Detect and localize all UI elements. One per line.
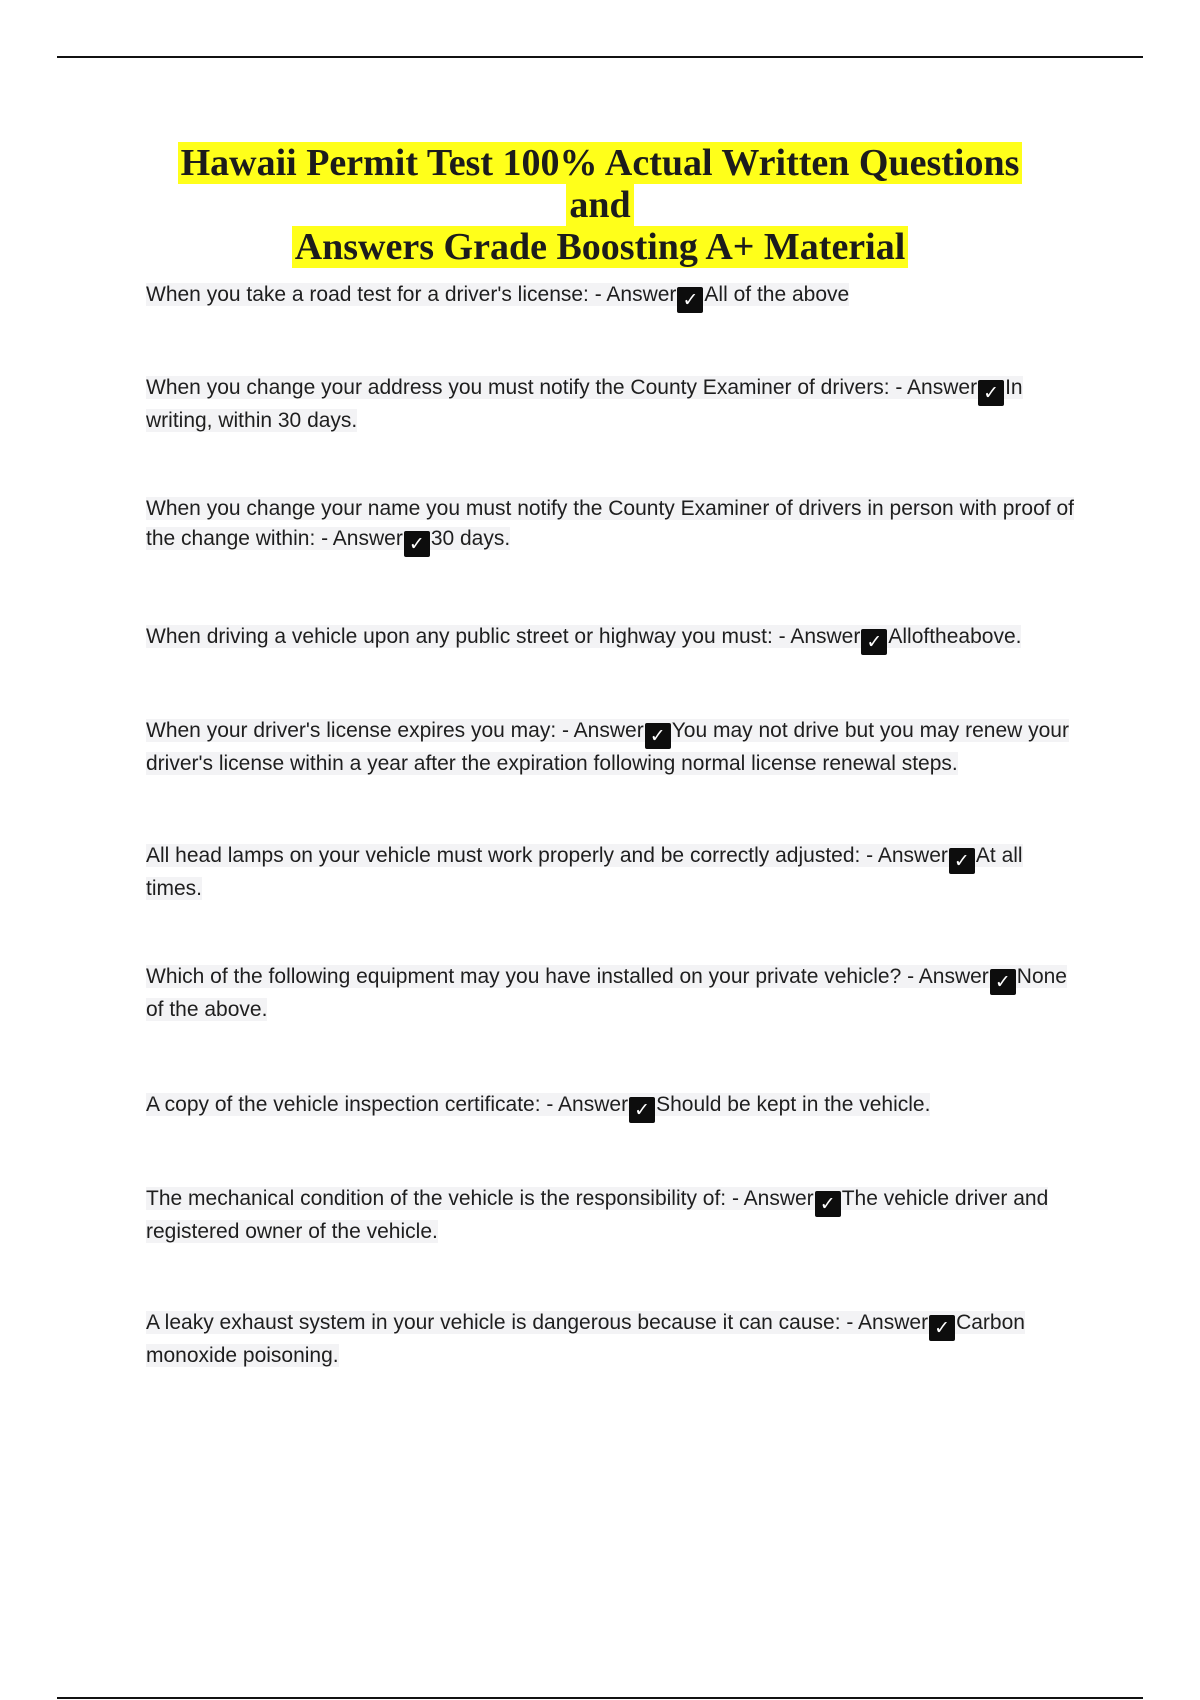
question-text: When your driver's license expires you may: - Answer <box>146 719 644 742</box>
answer-text: Should be kept in the vehicle. <box>656 1093 931 1116</box>
answer-text: 30 days. <box>430 527 511 550</box>
question-text: All head lamps on your vehicle must work properly and be correctly adjusted: - Answer <box>146 844 948 867</box>
qa-item-9 <box>146 1184 1080 1247</box>
question-text: The mechanical condition of the vehicle is the responsibility of: - Answer <box>146 1187 814 1210</box>
answer-text: In writing, within 30 days. <box>146 376 1023 432</box>
qa-item-8 <box>146 1090 1080 1123</box>
question-text: A leaky exhaust system in your vehicle is dangerous because it can cause: - Answer <box>146 1311 929 1334</box>
answer-text: None of the above. <box>146 965 1067 1021</box>
qa-item-3 <box>146 494 1080 557</box>
title-line-2: Answers Grade Boosting A+ Material <box>294 226 906 268</box>
qa-item-1 <box>146 280 1080 313</box>
question-text: A copy of the vehicle inspection certificate: - Answer <box>146 1093 629 1116</box>
check-icon <box>629 1097 655 1123</box>
page-title <box>145 142 1055 268</box>
question-text: When you change your address you must notify the County Examiner of drivers: - Answer <box>146 376 978 399</box>
question-text: When you change your name you must notify the County Examiner of drivers in person with proof of the change within: - Answer <box>146 497 1074 550</box>
qa-item-6 <box>146 841 1080 904</box>
answer-text: Carbon monoxide poisoning. <box>146 1311 1025 1367</box>
answer-text: All of the above <box>704 283 850 306</box>
answer-text: The vehicle driver and registered owner of the vehicle. <box>146 1187 1049 1243</box>
check-icon <box>861 629 887 655</box>
check-icon <box>677 287 703 313</box>
check-icon <box>929 1315 955 1341</box>
answer-text: Alloftheabove. <box>888 625 1022 648</box>
check-icon <box>949 848 975 874</box>
check-icon <box>404 531 430 557</box>
question-text: Which of the following equipment may you have installed on your private vehicle? - Answer <box>146 965 989 988</box>
qa-item-4 <box>146 622 1080 655</box>
check-icon <box>645 723 671 749</box>
answer-text: You may not drive but you may renew your driver's license within a year after the expiration following normal license renewal steps. <box>146 719 1069 775</box>
bottom-rule <box>57 1697 1143 1699</box>
qa-item-7 <box>146 962 1080 1025</box>
check-icon <box>978 380 1004 406</box>
qa-item-5 <box>146 716 1080 779</box>
qa-item-10 <box>146 1308 1080 1371</box>
check-icon <box>815 1191 841 1217</box>
question-text: When you take a road test for a driver's license: - Answer <box>146 283 677 306</box>
answer-text: At all times. <box>146 844 1023 900</box>
title-highlight <box>178 142 1023 268</box>
title-line-1: Hawaii Permit Test 100% Actual Written Questions and <box>180 142 1020 226</box>
qa-item-2 <box>146 373 1080 436</box>
top-rule <box>57 56 1143 58</box>
check-icon <box>990 969 1016 995</box>
question-text: When driving a vehicle upon any public street or highway you must: - Answer <box>146 625 861 648</box>
